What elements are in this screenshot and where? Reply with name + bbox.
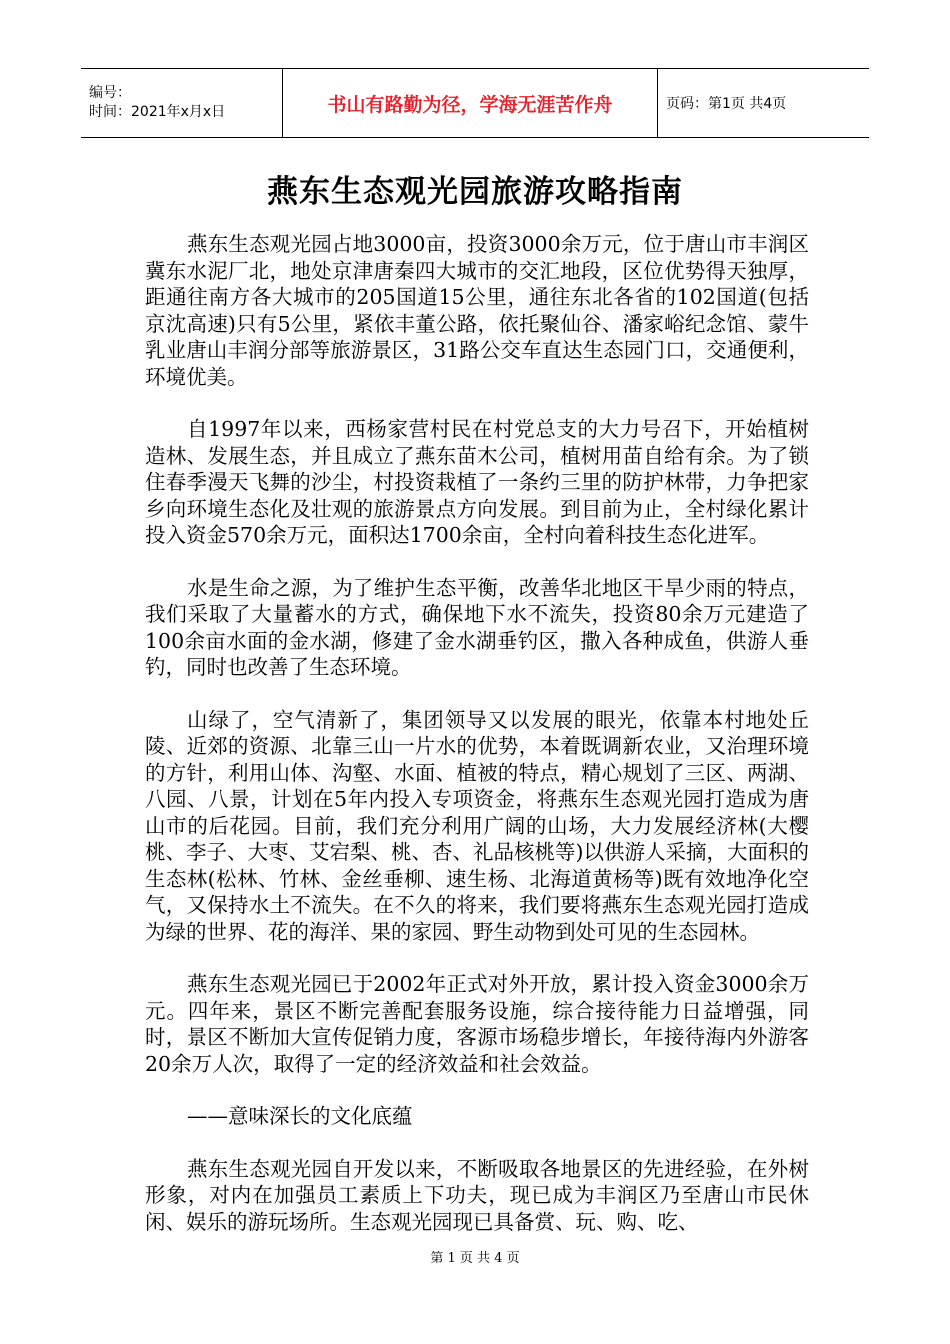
header-motto [282, 69, 658, 137]
paragraph: 燕东生态观光园自开发以来，不断吸取各地景区的先进经验，在外树形象，对内在加强员工素质上下功夫，现已成为丰润区乃至唐山市民休闲、娱乐的游玩场所。生态观光园现已具备赏、玩、购、吃、 [145, 1156, 809, 1234]
number-label: 编号： [89, 85, 131, 101]
page-info-text: 页码：第1页 共4页 [666, 96, 787, 112]
body-content [145, 231, 809, 1261]
paragraph: 燕东生态观光园已于2002年正式对外开放，累计投入资金3000余万元。四年来，景区不断完善配套服务设施，综合接待能力日益增强，同时，景区不断加大宣传促销力度，客源市场稳步增长，年接待海内外游客20余万人次，取得了一定的经济效益和社会效益。 [145, 972, 809, 1076]
paragraph: 燕东生态观光园占地3000亩，投资3000余万元，位于唐山市丰润区冀东水泥厂北，地处京津唐秦四大城市的交汇地段，区位优势得天独厚，距通往南方各大城市的205国道15公里，通往东北各省的102国道(包括京沈高速)只有5公里，紧依丰董公路，依托聚仙谷、潘家峪纪念馆、蒙牛乳业唐山丰润分部等旅游景区，31路公交车直达生态园门口，交通便利，环境优美。 [145, 232, 809, 389]
date-label: 时间：2021年x月x日 [89, 104, 226, 120]
motto-text: 书山有路勤为径，学海无涯苦作舟 [327, 93, 613, 116]
page-title: 燕东生态观光园旅游攻略指南 [267, 174, 683, 210]
header-page-info [658, 69, 869, 137]
page-footer: 第 1 页 共 4 页 [430, 1251, 520, 1266]
header-table [81, 68, 869, 138]
paragraph: 自1997年以来，西杨家营村民在村党总支的大力号召下，开始植树造林、发展生态，并且成立了燕东苗木公司，植树用苗自给有余。为了锁住春季漫天飞舞的沙尘，村投资栽植了一条约三里的防护林带，力争把家乡向环境生态化及壮观的旅游景点方向发展。到目前为止，全村绿化累计投入资金570余万元，面积达1700余亩，全村向着科技生态化进军。 [145, 417, 809, 547]
paragraph: 水是生命之源，为了维护生态平衡，改善华北地区干旱少雨的特点，我们采取了大量蓄水的方式，确保地下水不流失，投资80余万元建造了100余亩水面的金水湖，修建了金水湖垂钓区，撒入各种成鱼，供游人垂钓，同时也改善了生态环境。 [145, 575, 809, 679]
paragraph: 山绿了，空气清新了，集团领导又以发展的眼光，依靠本村地处丘陵、近郊的资源、北靠三山一片水的优势，本着既调新农业，又治理环境的方针，利用山体、沟壑、水面、植被的特点，精心规划了三区、两湖、八园、八景，计划在5年内投入专项资金，将燕东生态观光园打造成为唐山市的后花园。目前，我们充分利用广阔的山场，大力发展经济林(大樱桃、李子、大枣、艾宕梨、桃、杏、礼品核桃等)以供游人采摘，大面积的生态林(松林、竹林、金丝垂柳、速生杨、北海道黄杨等)既有效地净化空气，又保持水土不流失。在不久的将来，我们要将燕东生态观光园打造成为绿的世界、花的海洋、果的家园、野生动物到处可见的生态园林。 [145, 707, 809, 944]
section-heading: ——意味深长的文化底蕴 [187, 1104, 413, 1128]
header-meta [81, 69, 282, 137]
